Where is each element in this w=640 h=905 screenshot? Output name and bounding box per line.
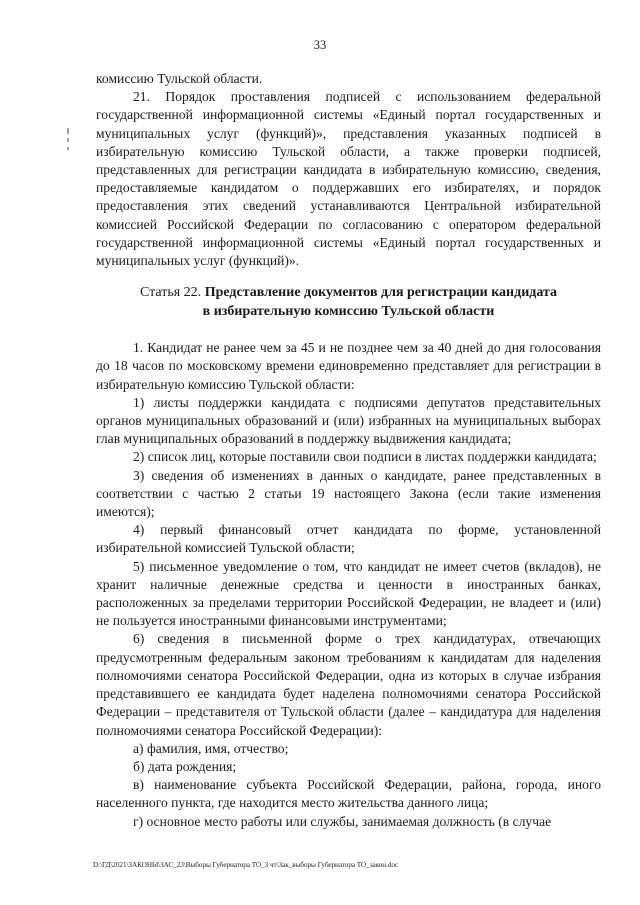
margin-mark bbox=[66, 128, 70, 156]
footer-file-path: D:\ГД\2021\ЗАКОНЫ\ЗАС_23\Выборы Губернатора ТО_3 чт\Зак_выборы Губернатора ТО_закон.doc bbox=[93, 861, 399, 869]
list-item: 5) письменное уведомление о том, что кандидат не имеет счетов (вкладов), не хранит наличные денежные средства и ценности в иностранных банках, расположенных за пределами территории Российской Федерации, не владеет и (или) не пользуется иностранными финансовыми инструментами; bbox=[96, 558, 601, 629]
article-number: Статья 22. bbox=[139, 285, 202, 301]
list-item: 2) список лиц, которые поставили свои подписи в листах поддержки кандидата; bbox=[133, 449, 597, 465]
list-item: 4) первый финансовый отчет кандидата по форме, установленной избирательной комиссией Тульской области; bbox=[96, 522, 601, 556]
sub-item: б) дата рождения; bbox=[133, 758, 237, 774]
document-body bbox=[96, 70, 601, 831]
sub-item: а) фамилия, имя, отчество; bbox=[133, 740, 289, 756]
list-item: 1) листы поддержки кандидата с подписями депутатов представительных органов муниципальных образований и (или) избранных на муниципальных выборах глав муниципальных образований в поддержку выдвижения кандидата; bbox=[96, 394, 601, 447]
list-item: 6) сведения в письменной форме о трех кандидатурах, отвечающих предусмотренным федеральным законом требованиям к кандидатам для наделения полномочиями сенатора Российской Федерации, одна из которых в случае избрания представившего ее кандидата будет наделена полномочиями сенатора Российской Федерации – представителя от Тульской области (далее – кандидатура для наделения полномочиями сенатора Российской Федерации): bbox=[96, 631, 601, 738]
paragraph: комиссию Тульской области. bbox=[96, 71, 263, 86]
article-title-line1: Представление документов для регистрации кандидата bbox=[204, 285, 558, 301]
list-item: 3) сведения об изменениях в данных о кандидате, ранее представленных в соответствии с частью 2 статьи 19 настоящего Закона (если такие изменения имеются); bbox=[96, 467, 601, 520]
sub-item: г) основное место работы или службы, занимаемая должность (в случае bbox=[133, 813, 552, 829]
paragraph: 21. Порядок проставления подписей с использованием федеральной государственной информационной системы «Единый портал государственных и муниципальных услуг (функций)», представления указанных подписей в избирательную комиссию Тульской области, а также проверки подписей, представленных для регистрации кандидата в избирательную комиссию, сведения, предоставляемые кандидатом о поддержавших его избирателях, и порядок предоставления этих сведений устанавливаются Центральной избирательной комиссией Российской Федерации по согласованию с оператором федеральной государственной информационной системы «Единый портал государственных и муниципальных услуг (функций)». bbox=[96, 89, 601, 269]
sub-item: в) наименование субъекта Российской Федерации, района, города, иного населенного пункта, где находится место жительства данного лица; bbox=[96, 777, 601, 811]
article-title-line2: в избирательную комиссию Тульской области bbox=[202, 303, 495, 319]
paragraph: 1. Кандидат не ранее чем за 45 и не позднее чем за 40 дней до дня голосования до 18 часов по московскому времени единовременно представляет для регистрации в избирательную комиссию Тульской области: bbox=[96, 340, 601, 392]
page-number: 33 bbox=[313, 38, 327, 52]
article-heading bbox=[96, 284, 601, 321]
